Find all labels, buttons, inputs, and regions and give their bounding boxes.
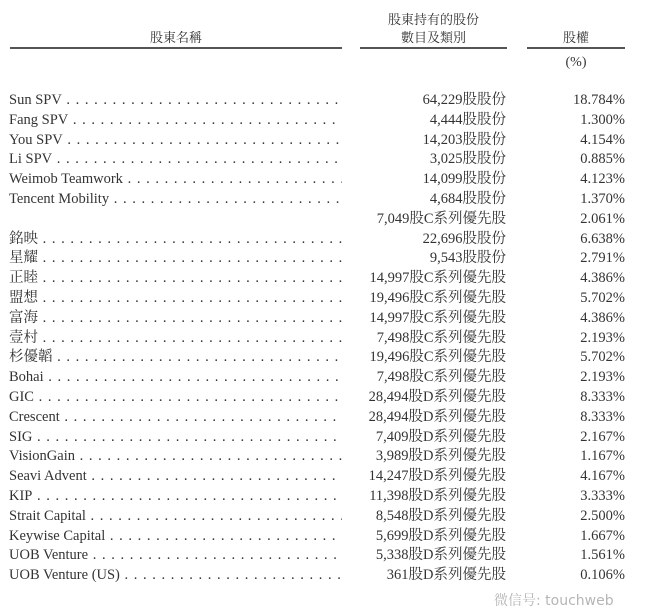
shares-held: 4,444股股份 xyxy=(429,111,506,128)
table-row xyxy=(0,507,651,527)
shareholding-percent: 4.386% xyxy=(580,270,625,287)
table-row xyxy=(0,249,651,269)
shares-held: 3,989股D系列優先股 xyxy=(375,448,506,465)
shareholder-name: You SPV . . . xyxy=(9,131,342,151)
shares-held: 5,338股D系列優先股 xyxy=(375,547,506,564)
shareholding-percent: 4.167% xyxy=(580,468,625,485)
shareholding-percent: 2.167% xyxy=(580,428,625,445)
shares-held: 11,398股D系列優先股 xyxy=(369,487,506,504)
shares-held: 5,699股D系列優先股 xyxy=(375,527,506,544)
shareholding-percent: 4.386% xyxy=(580,309,625,326)
shareholding-percent: 2.193% xyxy=(580,329,625,346)
table-row xyxy=(0,408,651,428)
shareholding-percent: 1.167% xyxy=(580,448,625,465)
header-shareholder-name: 股東名稱 xyxy=(149,31,202,46)
shareholder-name: 星耀 . . . xyxy=(9,249,342,269)
table-row xyxy=(0,428,651,448)
table-row xyxy=(0,269,651,289)
percent-unit: (%) xyxy=(565,55,587,70)
shareholder-name: 盟想 . . . xyxy=(9,289,342,309)
table-row xyxy=(0,289,651,309)
shareholder-name: Li SPV . . . xyxy=(9,150,342,170)
shareholder-name: 富海 . . . xyxy=(9,309,342,329)
shareholder-table xyxy=(0,91,651,586)
shares-held: 14,099股股份 xyxy=(422,171,506,188)
table-row xyxy=(0,210,651,230)
shareholding-percent: 3.333% xyxy=(580,487,625,504)
shareholding-percent: 4.154% xyxy=(580,131,625,148)
shares-held: 7,049股C系列優先股 xyxy=(376,210,506,227)
table-row xyxy=(0,566,651,586)
shareholding-percent: 6.638% xyxy=(580,230,625,247)
shareholder-name: Weimob Teamwork . . . xyxy=(9,170,342,190)
table-row xyxy=(0,329,651,349)
header-rule-shares xyxy=(360,47,507,49)
table-row xyxy=(0,368,651,388)
table-row xyxy=(0,91,651,111)
shareholder-name: Fang SPV . . . xyxy=(9,111,342,131)
table-row xyxy=(0,150,651,170)
table-row xyxy=(0,131,651,151)
table-row xyxy=(0,487,651,507)
shares-held: 14,203股股份 xyxy=(422,131,506,148)
shares-held: 28,494股D系列優先股 xyxy=(368,388,506,405)
shareholding-percent: 2.061% xyxy=(580,210,625,227)
shareholding-percent: 1.561% xyxy=(580,547,625,564)
shareholding-percent: 5.702% xyxy=(580,289,625,306)
header-shares-line2: 數目及類別 xyxy=(400,31,466,46)
shareholder-name: 壹村 . . . xyxy=(9,329,342,349)
shares-held: 7,409股D系列優先股 xyxy=(375,428,506,445)
shareholder-name: Keywise Capital . . . xyxy=(9,527,342,547)
shareholding-percent: 2.193% xyxy=(580,369,625,386)
shareholding-percent: 8.333% xyxy=(580,408,625,425)
table-row xyxy=(0,111,651,131)
shareholding-percent: 0.106% xyxy=(580,567,625,584)
table-row xyxy=(0,170,651,190)
shares-held: 9,543股股份 xyxy=(429,250,506,267)
shareholder-name: Crescent . . . xyxy=(9,408,342,428)
header-percentage: 股權 xyxy=(562,31,589,46)
shares-held: 361股D系列優先股 xyxy=(386,567,506,584)
header-rule-name xyxy=(10,47,342,49)
shareholding-percent: 5.702% xyxy=(580,349,625,366)
table-row xyxy=(0,527,651,547)
shareholder-name: Seavi Advent . . . xyxy=(9,467,342,487)
shareholder-name: GIC . . . xyxy=(9,388,342,408)
shares-held: 64,229股股份 xyxy=(422,92,506,108)
shareholder-name: KIP . . . xyxy=(9,487,342,507)
shares-held: 19,496股C系列優先股 xyxy=(369,349,506,366)
shareholder-name: UOB Venture . . . xyxy=(9,546,342,566)
shareholding-percent: 1.300% xyxy=(580,111,625,128)
shares-held: 4,684股股份 xyxy=(429,190,506,207)
watermark: 微信号: touchweb xyxy=(494,593,614,609)
shareholder-name: Bohai . . . xyxy=(9,368,342,388)
table-row xyxy=(0,230,651,250)
shareholding-percent: 1.370% xyxy=(580,190,625,207)
shareholder-name: SIG . . . xyxy=(9,428,342,448)
shareholding-percent: 0.885% xyxy=(580,151,625,168)
header-rule-pct xyxy=(527,47,625,49)
table-row xyxy=(0,190,651,210)
shareholder-name: 銘映 . . . xyxy=(9,230,342,250)
table-row xyxy=(0,348,651,368)
shareholder-name: 杉優韜 . . . xyxy=(9,348,342,368)
shareholding-percent: 8.333% xyxy=(580,388,625,405)
shares-held: 7,498股C系列優先股 xyxy=(376,329,506,346)
shareholder-name: 正睦 . . . xyxy=(9,269,342,289)
table-row xyxy=(0,467,651,487)
shares-held: 7,498股C系列優先股 xyxy=(376,369,506,386)
shares-held: 14,247股D系列優先股 xyxy=(368,468,506,485)
shares-held: 19,496股C系列優先股 xyxy=(369,289,506,306)
shareholder-name: VisionGain . . . xyxy=(9,447,342,467)
shareholder-name: Tencent Mobility . . . xyxy=(9,190,342,210)
shareholding-percent: 1.667% xyxy=(580,527,625,544)
header-shares-line1: 股東持有的股份 xyxy=(387,13,479,28)
table-row xyxy=(0,309,651,329)
shares-held: 8,548股D系列優先股 xyxy=(375,507,506,524)
shareholder-name: UOB Venture (US) . . . xyxy=(9,566,342,586)
shares-held: 14,997股C系列優先股 xyxy=(369,309,506,326)
shareholding-percent: 4.123% xyxy=(580,171,625,188)
shares-held: 14,997股C系列優先股 xyxy=(369,270,506,287)
shareholding-percent: 2.791% xyxy=(580,250,625,267)
shareholder-name: Strait Capital . . . xyxy=(9,507,342,527)
table-row xyxy=(0,447,651,467)
table-row xyxy=(0,546,651,566)
shares-held: 22,696股股份 xyxy=(422,230,506,247)
shares-held: 28,494股D系列優先股 xyxy=(368,408,506,425)
shareholder-name: Sun SPV . . . xyxy=(9,91,342,111)
shareholding-percent: 18.784% xyxy=(573,92,625,108)
table-row xyxy=(0,388,651,408)
shares-held: 3,025股股份 xyxy=(429,151,506,168)
shareholding-percent: 2.500% xyxy=(580,507,625,524)
